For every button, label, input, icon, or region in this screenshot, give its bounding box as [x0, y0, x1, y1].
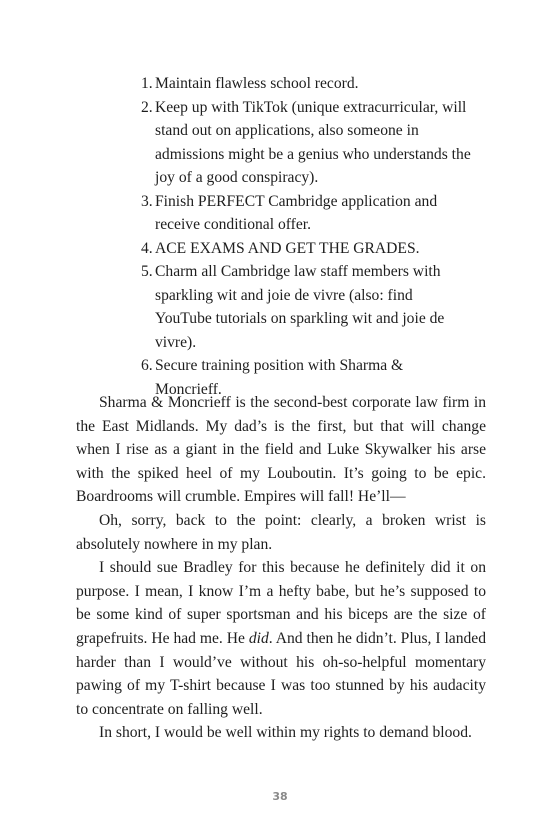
- paragraph: In short, I would be well within my rights to demand blood.: [99, 724, 472, 742]
- list-item-text: Charm all Cambridge law staff members with sparkling wit and joie de vivre (also: find YouTube tutorials on sparkling wit and joie de vivre).: [155, 263, 445, 351]
- page-number: 38: [272, 790, 288, 803]
- list-item-number: 1.: [141, 75, 153, 92]
- list-item: [132, 96, 472, 190]
- emphasis-text: did: [248, 629, 269, 647]
- list-item-number: 4.: [141, 239, 153, 257]
- body-text: [76, 391, 486, 745]
- list-item-text: Finish PERFECT Cambridge application and receive conditional offer.: [155, 192, 438, 233]
- list-item-number: 2.: [141, 98, 153, 116]
- list-item-text: Maintain flawless school record.: [155, 75, 359, 92]
- paragraph-text: . And then he didn’t. Plus, I landed harder than I would’ve without his oh-so-helpful momentary pawing of my T-shirt because I was too stunned by his audacity to concentrate on falling well.: [76, 629, 487, 718]
- paragraph: [76, 556, 486, 721]
- plan-list: [132, 72, 472, 401]
- list-item: [132, 237, 472, 261]
- paragraph: Sharma & Moncrieff is the second-best corporate law firm in the East Midlands. My dad’s is the first, but that will change when I rise as a giant in the field and Luke Skywalker his arse with the spiked heel of my Louboutin. It’s going to be epic. Boardrooms will crumble. Empires will fall! He’ll—: [76, 394, 486, 506]
- list-item-number: 6.: [141, 357, 153, 374]
- list-item: [132, 72, 472, 96]
- list-item-number: 3.: [141, 192, 153, 210]
- list-item-number: 5.: [141, 263, 153, 280]
- list-item: [132, 260, 472, 354]
- list-item: [132, 190, 472, 237]
- list-item-text: Keep up with TikTok (unique extracurricular, will stand out on applications, also someone in admissions might be a genius who understands the joy of a good conspiracy).: [155, 98, 471, 186]
- paragraph-text: I should sue Bradley for this because he definitely did it on purpose. I mean, I know I’m a hefty babe, but he’s supposed to be some kind of super sportsman and his biceps are the size of grapefruits. He had me. He: [76, 559, 486, 647]
- list-item-text: Secure training position with Sharma & Moncrieff.: [155, 357, 404, 398]
- list-item-text: ACE EXAMS AND GET THE GRADES.: [155, 239, 420, 257]
- paragraph: Oh, sorry, back to the point: clearly, a broken wrist is absolutely nowhere in my plan.: [76, 511, 486, 553]
